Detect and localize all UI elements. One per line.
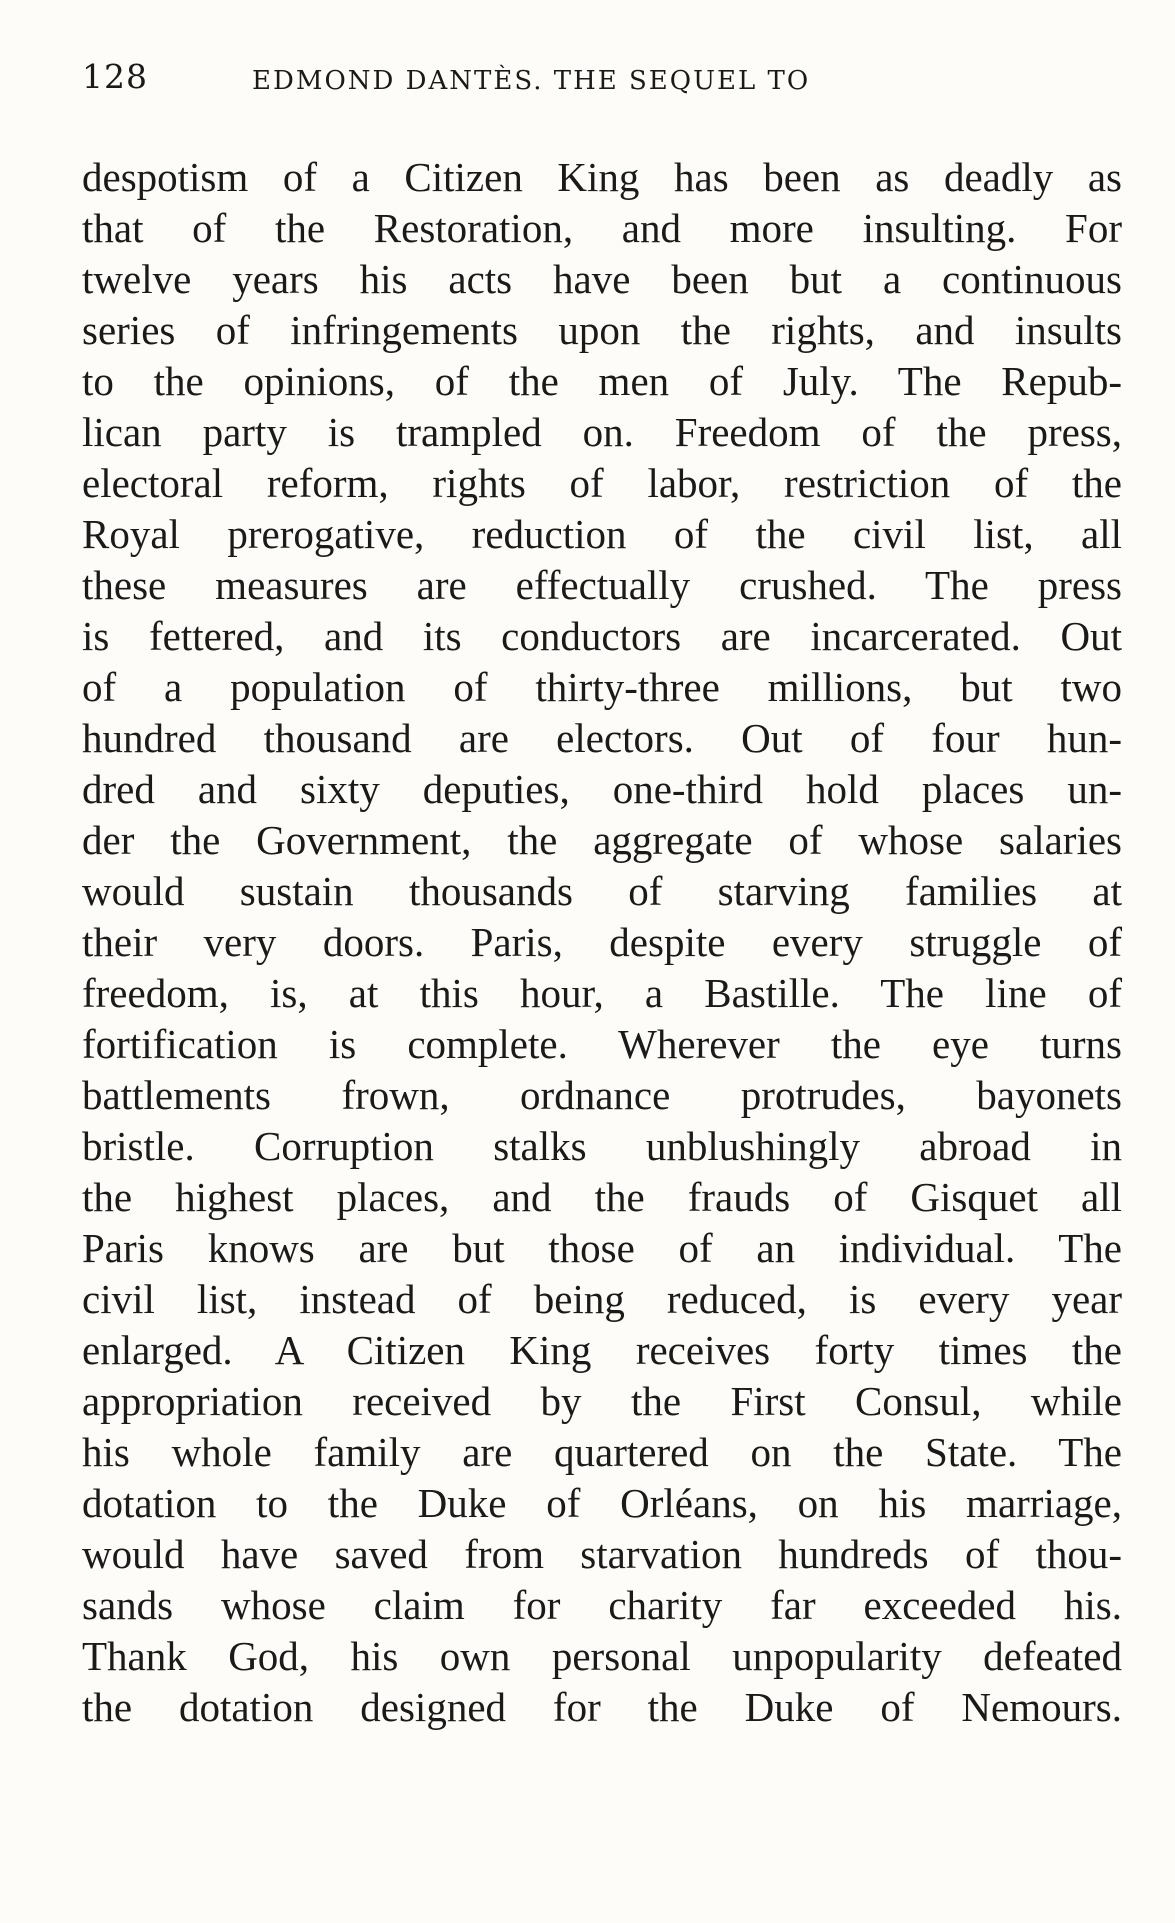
text-line: the dotation designed for the Duke of Nemours. [82, 1684, 1122, 1730]
text-line: would have saved from starvation hundreds of thou- [82, 1531, 1122, 1577]
text-line: der the Government, the aggregate of whose salaries [82, 817, 1122, 863]
text-line: enlarged. A Citizen King receives forty times the [82, 1327, 1122, 1373]
text-line: freedom, is, at this hour, a Bastille. The line of [82, 970, 1122, 1016]
page-number: 128 [82, 57, 148, 96]
text-line: bristle. Corruption stalks unblushingly abroad in [82, 1123, 1122, 1169]
text-line: Thank God, his own personal unpopularity defeated [82, 1633, 1122, 1679]
text-line: Paris knows are but those of an individual. The [82, 1225, 1122, 1271]
body-text [82, 152, 1122, 1733]
text-line: would sustain thousands of starving families at [82, 868, 1122, 914]
text-line: twelve years his acts have been but a continuous [82, 256, 1122, 302]
text-line: appropriation received by the First Consul, while [82, 1378, 1122, 1424]
text-line: these measures are effectually crushed. The press [82, 562, 1122, 608]
text-line: fortification is complete. Wherever the eye turns [82, 1021, 1122, 1067]
text-line: despotism of a Citizen King has been as deadly as [82, 154, 1122, 200]
text-line: that of the Restoration, and more insulting. For [82, 205, 1122, 251]
text-line: electoral reform, rights of labor, restriction of the [82, 460, 1122, 506]
text-line: is fettered, and its conductors are incarcerated. Out [82, 613, 1122, 659]
page-header [82, 52, 1122, 102]
text-line: civil list, instead of being reduced, is every year [82, 1276, 1122, 1322]
text-line: the highest places, and the frauds of Gisquet all [82, 1174, 1122, 1220]
text-line: of a population of thirty-three millions, but two [82, 664, 1122, 710]
text-line: lican party is trampled on. Freedom of the press, [82, 409, 1122, 455]
text-line: their very doors. Paris, despite every struggle of [82, 919, 1122, 965]
text-line: battlements frown, ordnance protrudes, bayonets [82, 1072, 1122, 1118]
running-title: EDMOND DANTÈS. THE SEQUEL TO [252, 66, 811, 96]
text-line: dred and sixty deputies, one-third hold places un- [82, 766, 1122, 812]
text-line: to the opinions, of the men of July. The Repub- [82, 358, 1122, 404]
text-line: hundred thousand are electors. Out of four hun- [82, 715, 1122, 761]
text-line: series of infringements upon the rights, and insults [82, 307, 1122, 353]
text-line: sands whose claim for charity far exceeded his. [82, 1582, 1122, 1628]
text-line: his whole family are quartered on the State. The [82, 1429, 1122, 1475]
text-line: dotation to the Duke of Orléans, on his marriage, [82, 1480, 1122, 1526]
text-line: Royal prerogative, reduction of the civil list, all [82, 511, 1122, 557]
